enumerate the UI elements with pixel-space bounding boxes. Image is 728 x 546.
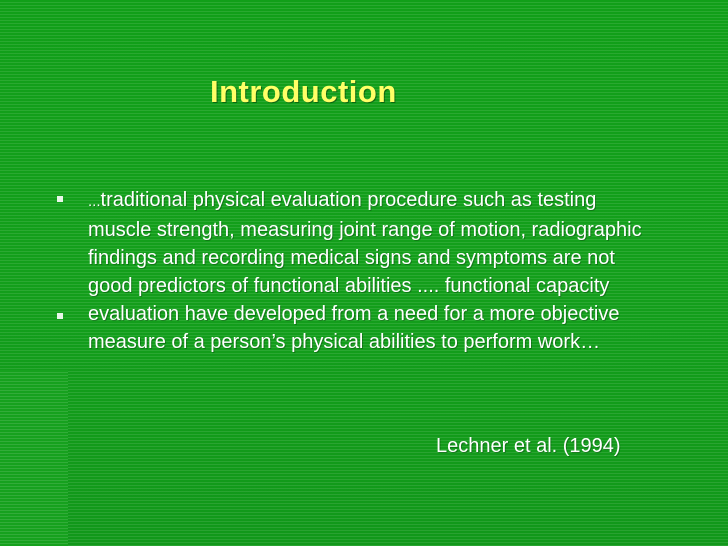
quote-text bbox=[88, 186, 648, 356]
quote-ellipsis: ... bbox=[88, 193, 101, 210]
slide-left-accent bbox=[0, 370, 68, 546]
bullet-marker-icon bbox=[57, 196, 63, 202]
slide-title: Introduction bbox=[210, 73, 397, 109]
citation: Lechner et al. (1994) bbox=[436, 435, 621, 457]
quote-body: traditional physical evaluation procedure such as testing muscle strength, measuring joint range of motion, radiographic findings and recording medical signs and symptoms are not good predictors of functional abilities .... functional capacity evaluation have developed from a need for a more objective measure of a person’s physical abilities to perform work… bbox=[88, 189, 642, 353]
bullet-marker-icon bbox=[57, 313, 63, 319]
